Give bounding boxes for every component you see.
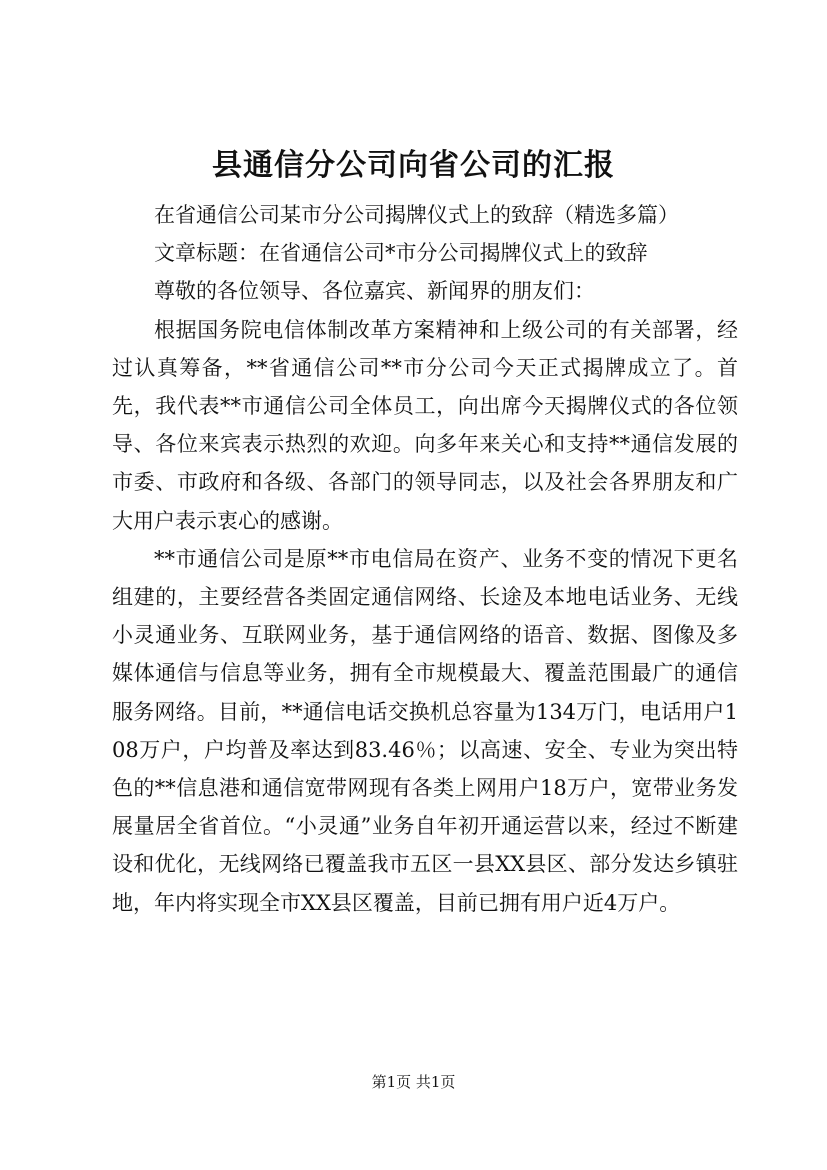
paragraph-body-2: **市通信公司是原**市电信局在资产、业务不变的情况下更名组建的，主要经营各类固定通信网络、长途及本地电话业务、无线小灵通业务、互联网业务，基于通信网络的语音、数据、图像及多媒体通信与信息等业务，拥有全市规模最大、覆盖范围最广的通信服务网络。目前，**通信电话交换机总容量为134万门，电话用户108万户，户均普及率达到83.46％；以高速、安全、专业为突出特色的**信息港和通信宽带网现有各类上网用户18万户，宽带业务发展量居全省首位。“小灵通”业务自年初开通运营以来，经过不断建设和优化，无线网络已覆盖我市五区一县XX县区、部分发达乡镇驻地，年内将实现全市XX县区覆盖，目前已拥有用户近4万户。 xyxy=(112,546,738,915)
page-footer: 第1页 共1页 xyxy=(371,1073,456,1091)
document-title: 县通信分公司向省公司的汇报 xyxy=(212,148,615,183)
paragraph-body-1: 根据国务院电信体制改革方案精神和上级公司的有关部署，经过认真筹备，**省通信公司**市分公司今天正式揭牌成立了。首先，我代表**市通信公司全体员工，向出席今天揭牌仪式的各位领导、各位来宾表示热烈的欢迎。向多年来关心和支持**通信发展的市委、市政府和各级、各部门的领导同志，以及社会各界朋友和广大用户表示衷心的感谢。 xyxy=(112,317,738,533)
paragraph-article-title: 文章标题：在省通信公司*市分公司揭牌仪式上的致辞 xyxy=(154,241,648,266)
paragraph-subtitle: 在省通信公司某市分公司揭牌仪式上的致辞（精选多篇） xyxy=(154,203,679,227)
paragraph-salutation: 尊敬的各位领导、各位嘉宾、新闻界的朋友们： xyxy=(154,279,595,304)
document-body xyxy=(112,196,738,922)
